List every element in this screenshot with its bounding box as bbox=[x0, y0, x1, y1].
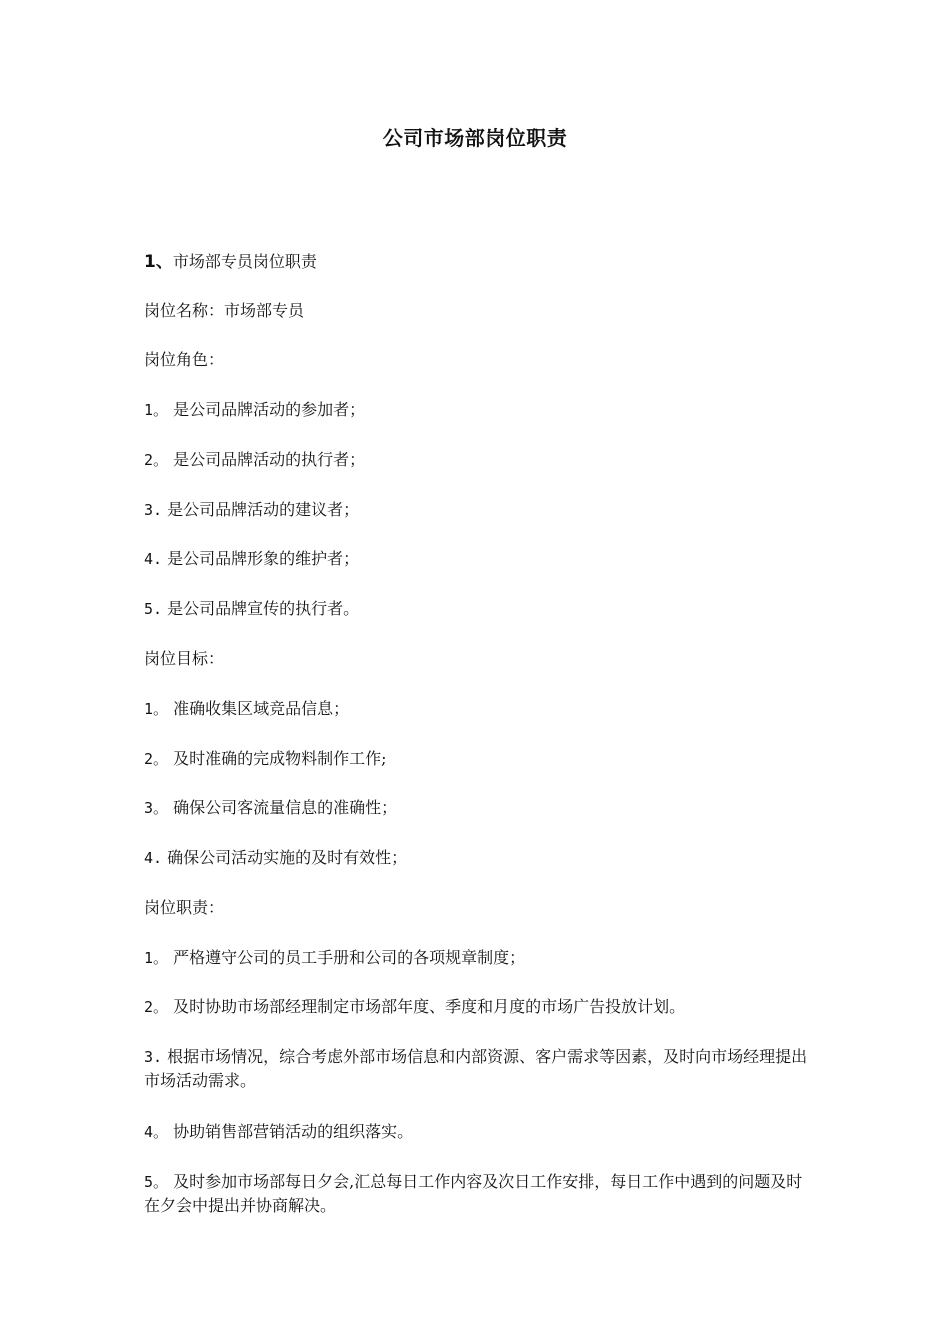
goal-item-text: 及时准确的完成物料制作工作; bbox=[168, 749, 387, 768]
role-item-number: 1。 bbox=[144, 401, 169, 419]
duty-item-number: 4。 bbox=[144, 1123, 169, 1141]
duty-item bbox=[144, 946, 808, 970]
section-title: 市场部专员岗位职责 bbox=[172, 252, 317, 271]
role-item-text: 是公司品牌活动的参加者； bbox=[168, 400, 366, 419]
role-item-number: 5. bbox=[144, 600, 163, 618]
goal-item-number: 1。 bbox=[144, 700, 169, 718]
duty-item-text: 严格遵守公司的员工手册和公司的各项规章制度； bbox=[168, 948, 526, 967]
duty-item-text: 协助销售部营销活动的组织落实。 bbox=[168, 1122, 414, 1141]
goal-item bbox=[144, 796, 808, 820]
duty-item bbox=[144, 1120, 808, 1144]
goal-item bbox=[144, 697, 808, 721]
duty-item bbox=[144, 1170, 808, 1218]
goal-item-text: 确保公司活动实施的及时有效性； bbox=[162, 848, 408, 867]
role-item bbox=[144, 498, 808, 522]
goal-item-number: 3。 bbox=[144, 799, 169, 817]
position-name: 岗位名称：市场部专员 bbox=[144, 301, 305, 320]
role-item-text: 是公司品牌形象的维护者； bbox=[162, 549, 360, 568]
goal-heading: 岗位目标： bbox=[144, 649, 225, 668]
goal-item-number: 2。 bbox=[144, 750, 169, 768]
role-item-text: 是公司品牌活动的执行者； bbox=[168, 450, 366, 469]
role-item-number: 2。 bbox=[144, 451, 169, 469]
duty-item-number: 3. bbox=[144, 1048, 163, 1066]
role-item-number: 3. bbox=[144, 501, 163, 519]
role-item-number: 4. bbox=[144, 550, 163, 568]
duty-item bbox=[144, 995, 808, 1019]
duty-heading: 岗位职责： bbox=[144, 898, 225, 917]
goal-item bbox=[144, 747, 808, 771]
goal-item-text: 确保公司客流量信息的准确性； bbox=[168, 798, 398, 817]
role-item bbox=[144, 398, 808, 422]
duty-item bbox=[144, 1045, 808, 1093]
role-item bbox=[144, 597, 808, 621]
role-item-text: 是公司品牌宣传的执行者。 bbox=[162, 599, 360, 618]
duty-item-number: 1。 bbox=[144, 949, 169, 967]
duty-item-text: 根据市场情况，综合考虑外部市场信息和内部资源、客户需求等因素，及时向市场经理提出市场活动需求。 bbox=[144, 1047, 808, 1090]
section-heading bbox=[144, 250, 808, 274]
duty-item-text: 及时参加市场部每日夕会,汇总每日工作内容及次日工作安排，每日工作中遇到的问题及时在夕会中提出并协商解决。 bbox=[144, 1172, 803, 1215]
goal-item-text: 准确收集区域竞品信息； bbox=[168, 699, 350, 718]
role-item bbox=[144, 448, 808, 472]
goal-item bbox=[144, 846, 808, 870]
goal-item-number: 4. bbox=[144, 849, 163, 867]
document-title: 公司市场部岗位职责 bbox=[382, 126, 568, 150]
section-number: 1、 bbox=[144, 252, 173, 272]
duty-item-number: 5。 bbox=[144, 1173, 169, 1191]
role-item bbox=[144, 547, 808, 571]
role-heading: 岗位角色： bbox=[144, 350, 225, 369]
duty-item-number: 2。 bbox=[144, 998, 169, 1016]
duty-item-text: 及时协助市场部经理制定市场部年度、季度和月度的市场广告投放计划。 bbox=[168, 997, 686, 1016]
role-item-text: 是公司品牌活动的建议者； bbox=[162, 500, 360, 519]
